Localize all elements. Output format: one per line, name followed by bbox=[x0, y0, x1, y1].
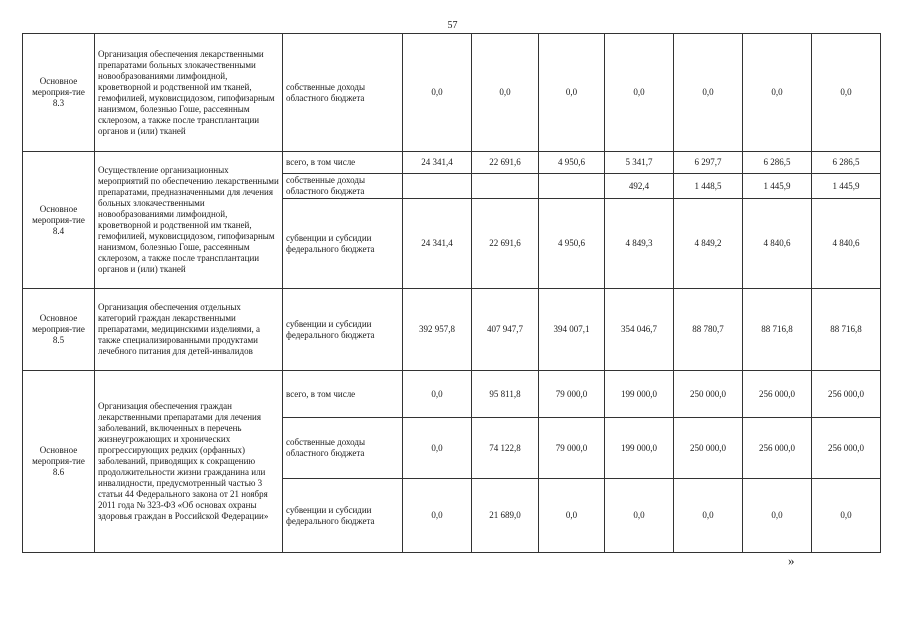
amount-cell: 6 286,5 bbox=[812, 152, 881, 174]
amount-cell: 4 849,3 bbox=[605, 199, 674, 289]
amount-cell: 0,0 bbox=[743, 34, 812, 152]
amount-cell: 256 000,0 bbox=[743, 418, 812, 479]
amount-cell: 4 840,6 bbox=[743, 199, 812, 289]
amount-cell: 88 716,8 bbox=[812, 289, 881, 371]
amount-cell: 4 950,6 bbox=[539, 152, 605, 174]
amount-cell: 199 000,0 bbox=[605, 371, 674, 418]
amount-cell: 88 780,7 bbox=[674, 289, 743, 371]
measure-code-cell: Основное мероприя-тие 8.6 bbox=[23, 371, 95, 553]
amount-cell: 250 000,0 bbox=[674, 418, 743, 479]
amount-cell: 95 811,8 bbox=[472, 371, 539, 418]
amount-cell: 0,0 bbox=[812, 479, 881, 553]
amount-cell: 21 689,0 bbox=[472, 479, 539, 553]
amount-cell: 88 716,8 bbox=[743, 289, 812, 371]
measure-code-cell: Основное мероприя-тие 8.4 bbox=[23, 152, 95, 289]
amount-cell: 0,0 bbox=[743, 479, 812, 553]
amount-cell: 256 000,0 bbox=[812, 418, 881, 479]
amount-cell: 74 122,8 bbox=[472, 418, 539, 479]
amount-cell: 1 445,9 bbox=[812, 174, 881, 199]
funding-source-cell: собственные доходы областного бюджета bbox=[283, 174, 403, 199]
amount-cell bbox=[472, 174, 539, 199]
funding-source-cell: собственные доходы областного бюджета bbox=[283, 418, 403, 479]
funding-source-cell: собственные доходы областного бюджета bbox=[283, 34, 403, 152]
measure-name-cell: Организация обеспечения отдельных категорий граждан лекарственными препаратами, медицинскими изделиями, а также специализированными продуктами лечебного питания для детей-инвалидов bbox=[95, 289, 283, 371]
amount-cell: 407 947,7 bbox=[472, 289, 539, 371]
page-number: 57 bbox=[447, 20, 458, 31]
funding-source-cell: всего, в том числе bbox=[283, 371, 403, 418]
amount-cell: 22 691,6 bbox=[472, 152, 539, 174]
amount-cell: 24 341,4 bbox=[403, 199, 472, 289]
amount-cell: 5 341,7 bbox=[605, 152, 674, 174]
amount-cell: 6 286,5 bbox=[743, 152, 812, 174]
table-row bbox=[23, 289, 881, 371]
measure-code-cell: Основное мероприя-тие 8.5 bbox=[23, 289, 95, 371]
amount-cell: 392 957,8 bbox=[403, 289, 472, 371]
closing-quote: » bbox=[788, 553, 795, 568]
amount-cell: 256 000,0 bbox=[743, 371, 812, 418]
amount-cell: 0,0 bbox=[812, 34, 881, 152]
table-row bbox=[23, 371, 881, 418]
amount-cell: 256 000,0 bbox=[812, 371, 881, 418]
amount-cell: 79 000,0 bbox=[539, 371, 605, 418]
funding-source-cell: субвенции и субсидии федерального бюджета bbox=[283, 479, 403, 553]
measure-name-cell: Организация обеспечения лекарственными препаратами больных злокачественными новообразованиями лимфоидной, кроветворной и родственной им тканей, гемофилией, муковисцидозом, гипофизарным нанизмом, болезнью Гоше, рассеянным склерозом, а также после трансплантации органов и (или) тканей bbox=[95, 34, 283, 152]
measure-name-cell: Организация обеспечения граждан лекарственными препаратами для лечения заболеваний, включенных в перечень жизнеугрожающих и хронических прогрессирующих редких (орфанных) заболеваний, приводящих к сокращению продолжительности жизни гражданина или инвалидности, предусмотренный частью 3 статьи 44 Федерального закона от 21 ноября 2011 года № 323-ФЗ «Об основах охраны здоровья граждан в Российской Федерации» bbox=[95, 371, 283, 553]
amount-cell: 0,0 bbox=[403, 34, 472, 152]
amount-cell: 1 448,5 bbox=[674, 174, 743, 199]
amount-cell bbox=[539, 174, 605, 199]
amount-cell: 0,0 bbox=[605, 34, 674, 152]
budget-table bbox=[22, 33, 881, 553]
measure-code-cell: Основное мероприя-тие 8.3 bbox=[23, 34, 95, 152]
amount-cell: 394 007,1 bbox=[539, 289, 605, 371]
amount-cell: 22 691,6 bbox=[472, 199, 539, 289]
amount-cell: 0,0 bbox=[539, 479, 605, 553]
table-row bbox=[23, 152, 881, 174]
amount-cell: 4 950,6 bbox=[539, 199, 605, 289]
amount-cell: 0,0 bbox=[674, 34, 743, 152]
amount-cell: 79 000,0 bbox=[539, 418, 605, 479]
funding-source-cell: всего, в том числе bbox=[283, 152, 403, 174]
amount-cell: 1 445,9 bbox=[743, 174, 812, 199]
funding-source-cell: субвенции и субсидии федерального бюджета bbox=[283, 289, 403, 371]
amount-cell: 0,0 bbox=[403, 418, 472, 479]
amount-cell: 0,0 bbox=[472, 34, 539, 152]
measure-name-cell: Осуществление организационных мероприятий по обеспечению лекарственными препаратами, предназначенными для лечения больных злокачественными новообразованиями лимфоидной, кроветворной и родственной им тканей, гемофилией, муковисцидозом, гипофизарным нанизмом, болезнью Гоше, рассеянным склерозом, а также после трансплантации органов и (или) тканей bbox=[95, 152, 283, 289]
amount-cell: 6 297,7 bbox=[674, 152, 743, 174]
funding-source-cell: субвенции и субсидии федерального бюджета bbox=[283, 199, 403, 289]
amount-cell: 250 000,0 bbox=[674, 371, 743, 418]
amount-cell: 0,0 bbox=[403, 479, 472, 553]
table-row bbox=[23, 34, 881, 152]
amount-cell: 199 000,0 bbox=[605, 418, 674, 479]
amount-cell: 0,0 bbox=[539, 34, 605, 152]
amount-cell: 492,4 bbox=[605, 174, 674, 199]
amount-cell: 24 341,4 bbox=[403, 152, 472, 174]
amount-cell: 0,0 bbox=[605, 479, 674, 553]
amount-cell: 0,0 bbox=[403, 371, 472, 418]
amount-cell: 0,0 bbox=[674, 479, 743, 553]
amount-cell: 4 849,2 bbox=[674, 199, 743, 289]
amount-cell bbox=[403, 174, 472, 199]
amount-cell: 4 840,6 bbox=[812, 199, 881, 289]
amount-cell: 354 046,7 bbox=[605, 289, 674, 371]
